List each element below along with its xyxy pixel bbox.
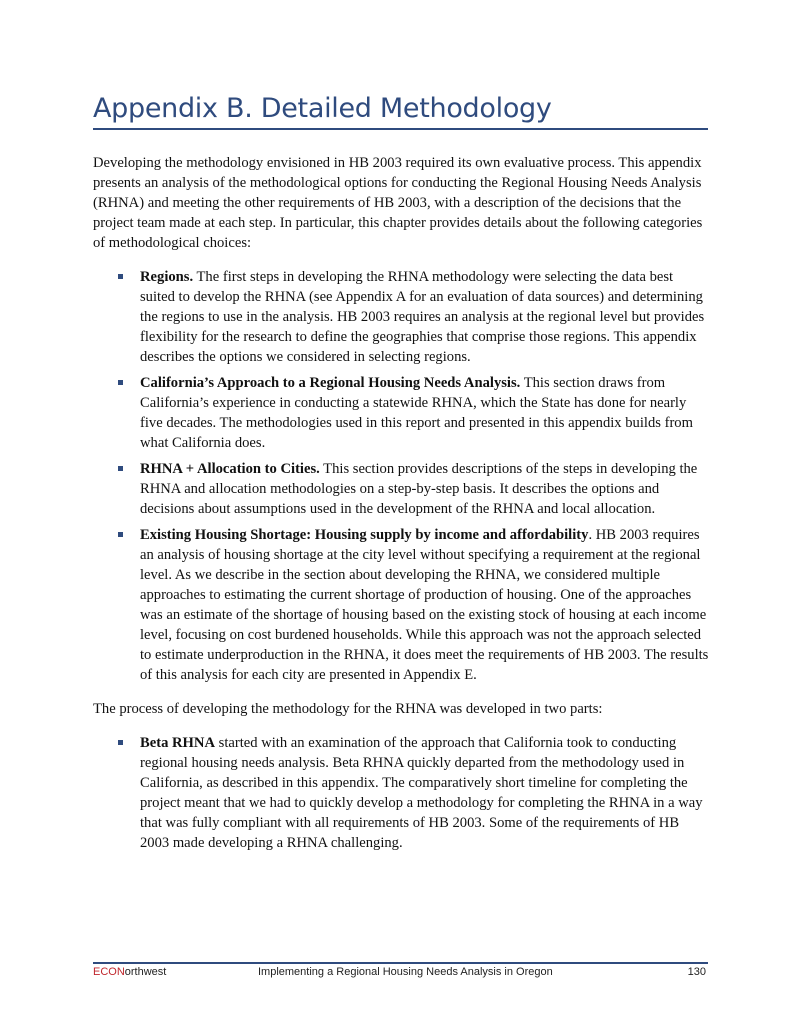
title-divider — [93, 128, 708, 130]
item-text: This section provides descriptions of the steps in developing the RHNA and allocation methodologies on a step-by-step basis. It describes the options and decisions about assumptions used in the development of the RHNA and local allocation. — [140, 461, 698, 517]
item-heading: California’s Approach to a Regional Housing Needs Analysis. — [140, 375, 521, 391]
brand-econ: ECON — [93, 966, 125, 978]
bullet-icon — [118, 274, 123, 279]
list-item — [93, 459, 711, 519]
item-heading: RHNA + Allocation to Cities. — [140, 461, 320, 477]
bullet-icon — [118, 740, 123, 745]
process-paragraph: The process of developing the methodology for the RHNA was developed in two parts: — [93, 701, 603, 717]
list-item — [93, 525, 711, 685]
item-text: The first steps in developing the RHNA methodology were selecting the data best suited to develop the RHNA (see Appendix A for an evaluation of data sources) and determining the regions to use in the analysis. HB 2003 requires an analysis at the regional level but provides flexibility for the research to define the geographies that comprise those regions. This appendix describes the options we considered in selecting regions. — [140, 269, 705, 365]
footer-brand — [93, 966, 166, 978]
list-item — [93, 267, 711, 367]
bullet-icon — [118, 466, 123, 471]
page-title: Appendix B. Detailed Methodology — [93, 93, 552, 124]
footer-divider — [93, 962, 708, 964]
footer-report-title: Implementing a Regional Housing Needs Analysis in Oregon — [258, 966, 553, 978]
item-heading: Existing Housing Shortage: Housing supply by income and affordability — [140, 527, 589, 543]
intro-paragraph: Developing the methodology envisioned in HB 2003 required its own evaluative process. This appendix presents an analysis of the methodological options for conducting the Regional Housing Needs Analysis (RHNA) and meeting the other requirements of HB 2003, with a description of the decisions that the project team made at each step. In particular, this chapter provides details about the following categories of methodological choices: — [93, 155, 703, 251]
parts-list — [93, 733, 711, 853]
item-text: . HB 2003 requires an analysis of housing shortage at the city level without specifying a requirement at the regional level. As we describe in the section about developing the RHNA, we considered multiple approaches to estimating the current shortage of production of housing. One of the approaches was an estimate of the shortage of housing based on the existing stock of housing at each income level, focusing on cost burdened households. While this approach was not the approach selected to estimate underproduction in the RHNA, it does meet the requirements of HB 2003. The results of this analysis for each city are presented in Appendix E. — [140, 527, 709, 683]
bullet-icon — [118, 532, 123, 537]
item-heading: Beta RHNA — [140, 735, 215, 751]
item-text: This section draws from California’s experience in conducting a statewide RHNA, which the State has done for nearly five decades. The methodologies used in this report and presented in this appendix builds from what California does. — [140, 375, 693, 451]
bullet-icon — [118, 380, 123, 385]
categories-list — [93, 267, 711, 685]
list-item — [93, 373, 711, 453]
page-body — [93, 153, 711, 867]
page-number: 130 — [687, 966, 706, 978]
brand-rest: orthwest — [124, 966, 167, 978]
item-text: started with an examination of the approach that California took to conducting regional housing needs analysis. Beta RHNA quickly departed from the methodology used in California, as described in this appendix. The comparatively short timeline for completing the project meant that we had to quickly develop a methodology for completing the RHNA in a way that was fully compliant with all requirements of HB 2003. Some of the requirements of HB 2003 made developing a RHNA challenging. — [140, 735, 703, 851]
list-item — [93, 733, 711, 853]
item-heading: Regions. — [140, 269, 194, 285]
